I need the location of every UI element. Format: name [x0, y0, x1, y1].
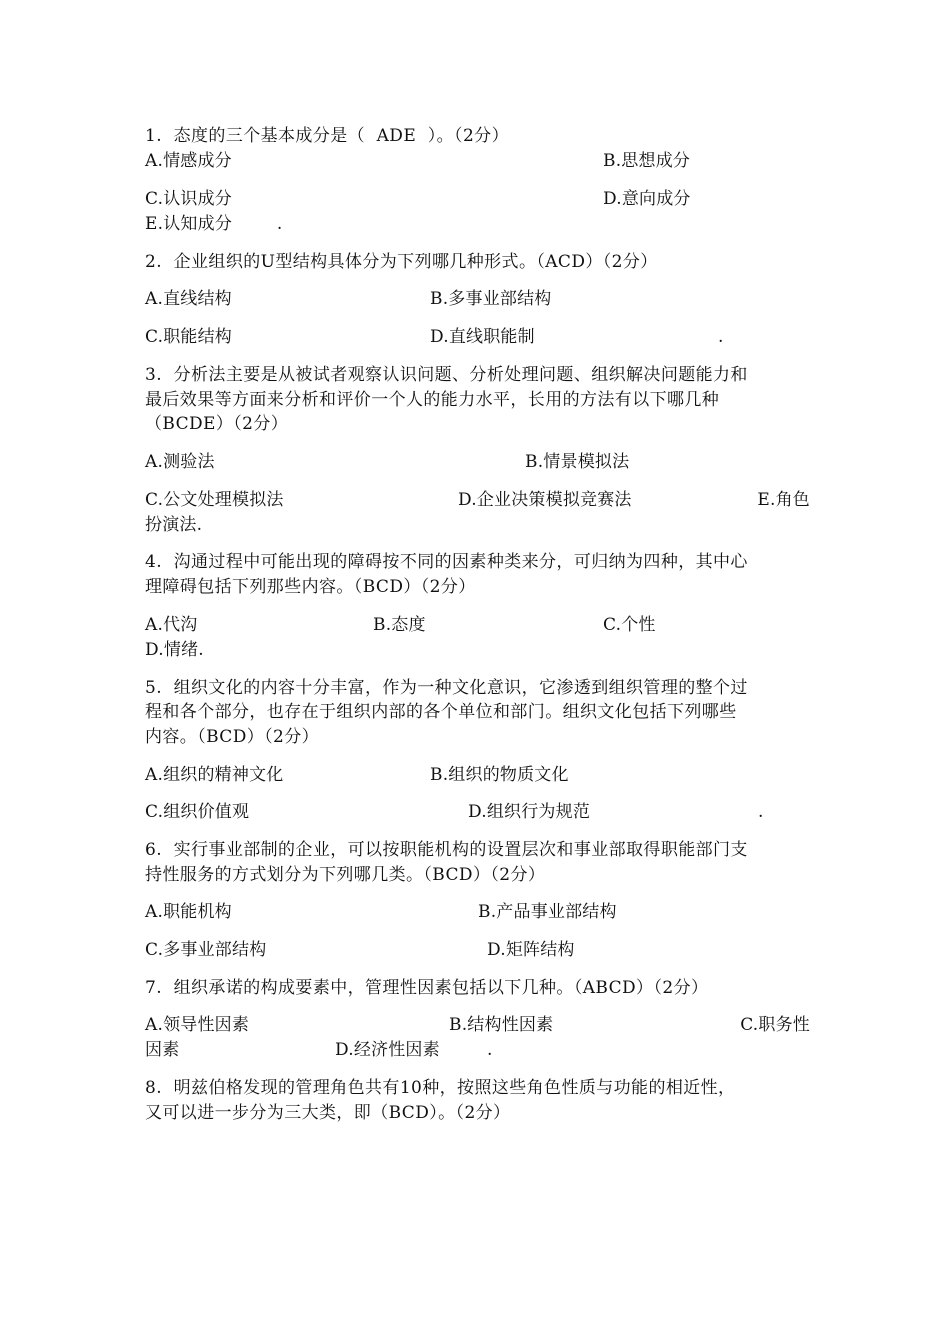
question-3-text-line-1: 3. 分析法主要是从被试者观察认识问题、分析处理问题、组织解决问题能力和	[145, 365, 748, 385]
option-e-continued: 扮演法.	[145, 515, 203, 535]
question-1-options-row-3	[145, 212, 810, 236]
question-5-text-line-1: 5. 组织文化的内容十分丰富，作为一种文化意识，它渗透到组织管理的整个过	[145, 678, 748, 698]
option-d: D.矩阵结构	[487, 940, 575, 960]
question-2-options-row-2	[145, 325, 810, 349]
question-2-text: 2. 企业组织的U型结构具体分为下列哪几种形式。（ACD）（2分）	[145, 252, 658, 272]
trailing-dot: .	[718, 327, 724, 347]
option-a: A.职能机构	[145, 902, 232, 922]
option-c: C.多事业部结构	[145, 940, 267, 960]
option-c: C.公文处理模拟法	[145, 490, 284, 510]
option-a: A.组织的精神文化	[145, 765, 284, 785]
question-3-options-row-3	[145, 513, 810, 537]
question-4-options-row-1	[145, 613, 810, 637]
option-d: D.直线职能制	[430, 327, 535, 347]
option-b: B.多事业部结构	[430, 289, 552, 309]
question-2-options-row-1	[145, 287, 810, 311]
question-3-text-line-3: （BCDE）（2分）	[145, 414, 289, 434]
question-1-text: 1. 态度的三个基本成分是（ ADE ）。（2分）	[145, 126, 509, 146]
question-3-options-row-1	[145, 450, 810, 474]
question-5-options-row-2	[145, 800, 810, 824]
question-3-options-row-2	[145, 488, 810, 512]
question-1-options-row-1	[145, 149, 810, 173]
option-d: D.情绪.	[145, 640, 204, 660]
option-b: B.组织的物质文化	[430, 765, 569, 785]
option-e: E.角色	[757, 490, 810, 510]
question-6-options-row-1	[145, 900, 810, 924]
option-a: A.测验法	[145, 452, 215, 472]
option-b: B.情景模拟法	[525, 452, 630, 472]
option-c: C.职能结构	[145, 327, 233, 347]
option-b: B.思想成分	[603, 151, 691, 171]
option-a: A.情感成分	[145, 151, 232, 171]
question-4-text-line-1: 4. 沟通过程中可能出现的障碍按不同的因素种类来分，可归纳为四种，其中心	[145, 552, 748, 572]
question-5-options-row-1	[145, 763, 810, 787]
option-c: C.个性	[603, 615, 656, 635]
question-6-text-line-1: 6. 实行事业部制的企业，可以按职能机构的设置层次和事业部取得职能部门支	[145, 840, 748, 860]
question-7-options-row-1	[145, 1013, 810, 1037]
question-7-text: 7. 组织承诺的构成要素中，管理性因素包括以下几种。（ABCD）（2分）	[145, 978, 709, 998]
question-7-options-row-2	[145, 1038, 810, 1062]
option-d: D.企业决策模拟竞赛法	[458, 490, 632, 510]
question-6-text-line-2: 持性服务的方式划分为下列哪几类。（BCD）（2分）	[145, 865, 546, 885]
trailing-dot: .	[487, 1040, 493, 1060]
question-8-text-line-1: 8. 明兹伯格发现的管理角色共有10种，按照这些角色性质与功能的相近性，	[145, 1078, 736, 1098]
question-4-options-row-2	[145, 638, 810, 662]
question-3-text-line-2: 最后效果等方面来分析和评价一个人的能力水平，长用的方法有以下哪几种	[145, 390, 720, 410]
option-d: D.经济性因素	[335, 1040, 440, 1060]
trailing-dot: .	[758, 802, 764, 822]
option-a: A.领导性因素	[145, 1015, 250, 1035]
question-6-options-row-2	[145, 938, 810, 962]
option-c: C.职务性	[740, 1015, 810, 1035]
option-a: A.代沟	[145, 615, 198, 635]
option-b: B.态度	[373, 615, 426, 635]
option-d: D.意向成分	[603, 189, 691, 209]
option-b: B.产品事业部结构	[478, 902, 617, 922]
question-5-text-line-2: 程和各个部分，也存在于组织内部的各个单位和部门。组织文化包括下列哪些	[145, 702, 737, 722]
option-c: C.认识成分	[145, 189, 233, 209]
question-4-text-line-2: 理障碍包括下列那些内容。（BCD）（2分）	[145, 577, 476, 597]
option-e: E.认知成分 .	[145, 214, 283, 234]
option-c-continued: 因素	[145, 1040, 180, 1060]
option-c: C.组织价值观	[145, 802, 250, 822]
question-1-options-row-2	[145, 187, 810, 211]
option-a: A.直线结构	[145, 289, 232, 309]
option-d: D.组织行为规范	[468, 802, 591, 822]
question-8-text-line-2: 又可以进一步分为三大类，即（BCD）。（2分）	[145, 1103, 511, 1123]
question-5-text-line-3: 内容。（BCD）（2分）	[145, 727, 320, 747]
option-b: B.结构性因素	[449, 1015, 554, 1035]
